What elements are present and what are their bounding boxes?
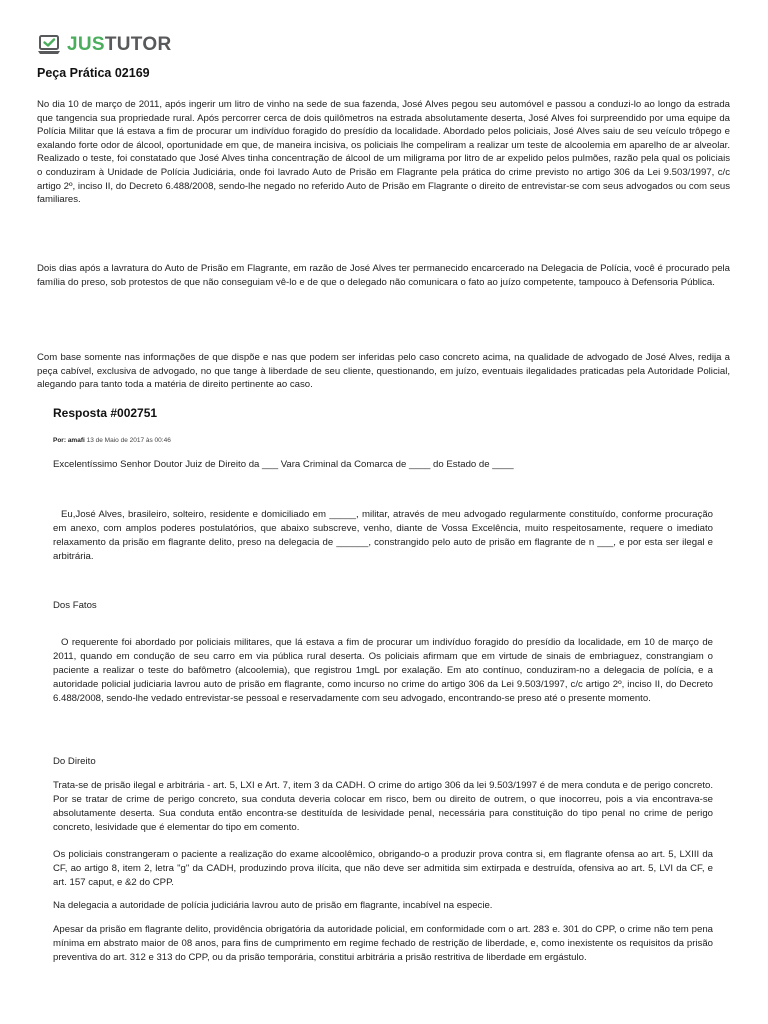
law-paragraph-3: Na delegacia a autoridade de polícia judiciária lavrou auto de prisão em flagrante, incabível na especie. [53,900,493,911]
law-paragraph-2: Os policiais constrangeram o paciente a realização do exame alcoolêmico, obrigando-o a produzir prova contra si, em flagrante ofensa ao art. 5, LXIII da CF, ao artigo 8, item 2, letra "g" da CADH, produzindo prova ilícita, que não deve ser admitida sim extirpada e destruída, ofensiva ao art. 5, LVI da CF, e art. 157 caput, e &2 do CPP. [53,849,713,888]
law-heading: Do Direito [53,756,96,767]
response-byline [53,437,171,444]
law-paragraph-4: Apesar da prisão em flagrante delito, providência obrigatória da autoridade policial, em conformidade com o art. 283 e. 301 do CPP, o crime não tem pena mínima em abstrato maior de 08 anos, para fins de cumprimento em regime fechado de restrição de liberdade, e, como inexistente os requisitos da prisão preventiva do art. 312 e 313 do CPP, ou da prisão temporária, constitui arbitrária a prisão restritiva de liberdade em ergástulo. [53,924,713,963]
logo-text-jus: JUS [67,34,105,55]
response-address: Excelentíssimo Senhor Doutor Juiz de Direito da ___ Vara Criminal da Comarca de ____ do Estado de ____ [53,459,514,470]
logo-text-tutor: TUTOR [104,34,172,55]
piece-title: Peça Prática 02169 [37,66,150,80]
by-label: Por: [53,437,66,444]
question-paragraph-1: No dia 10 de março de 2011, após ingerir um litro de vinho na sede de sua fazenda, José Alves pegou seu automóvel e passou a conduzi-lo ao longo da estrada que tangencia sua propriedade rural. Após percorrer cerca de dois quilômetros na estrada absolutamente deserta, José Alves foi surpreendido por uma equipe da Polícia Militar que lá estava a fim de procurar um indivíduo foragido do presídio da localidade. Abordado pelos policiais, José Alves saiu de seu veículo trôpego e exalando forte odor de álcool, oportunidade em que, de maneira incisiva, os policiais lhe compeliram a realizar um teste de alcoolemia em aparelho de ar alveolar. Realizado o teste, foi constatado que José Alves tinha concentração de álcool de um miligrama por litro de ar expelido pelos pulmões, razão pela qual os policiais o conduziram à Unidade de Polícia Judiciária, onde foi lavrado Auto de Prisão em Flagrante pela prática do crime previsto no artigo 306 da Lei 9.503/1997, c/c artigo 2º, inciso II, do Decreto 6.488/2008, sendo-lhe negado no referido Auto de Prisão em Flagrante o direito de entrevistar-se com seus advogados ou com seus familiares. [37,99,730,206]
author-name[interactable]: amafi [67,437,85,444]
facts-paragraph: O requerente foi abordado por policiais militares, que lá estava a fim de procurar um indivíduo foragido do presídio da localidade, em 10 de março de 2011, quando em condução de seu carro em via pública rural deserta. Os policiais afirmam que em virtude de sinais de embriaguez, constrangiam o paciente a realizar o teste do bafômetro (alcoolemia), que registrou 1mgL por exalação. Em ato contínuo, conduziram-no a delegacia de polícia, e a autoridade policial judiciaria lavrou auto de prisão em flagrante, como incurso no crime do artigo 306 da Lei 9.503/1997, c/c artigo 2º, inciso II, do Decreto 6.488/2008, sendo-lhe vedado entrevistar-se pessoal e reservadamente com seu advogado, encontrando-se preso até o presente momento. [53,637,713,704]
response-date: 13 de Maio de 2017 às 00:46 [86,437,171,444]
question-paragraph-3: Com base somente nas informações de que dispõe e nas que podem ser inferidas pelo caso concreto acima, na qualidade de advogado de José Alves, redija a peça cabível, exclusiva de advogado, no que tange à liberdade de seu cliente, questionando, em juízo, eventuais ilegalidades praticadas pela Autoridade Policial, alegando para tanto toda a matéria de direito pertinente ao caso. [37,352,730,391]
question-paragraph-2: Dois dias após a lavratura do Auto de Prisão em Flagrante, em razão de José Alves ter permanecido encarcerado na Delegacia de Polícia, você é procurado pela família do preso, sob protestos de que não conseguiam vê-lo e de que o delegado não comunicara o fato ao juízo competente, tampouco à Defensoria Pública. [37,263,730,288]
laptop-check-icon [37,35,61,55]
justutor-logo[interactable] [37,34,171,56]
logo-text [67,34,171,56]
law-paragraph-1: Trata-se de prisão ilegal e arbitrária - art. 5, LXI e Art. 7, item 3 da CADH. O crime do artigo 306 da lei 9.503/1997 é de mera conduta e de perigo concreto. Por se tratar de crime de perigo concreto, sua conduta deveria colocar em risco, bem ou direito de outrem, o que inocorreu, pois a via encontrava-se absolutamente deserta. Sua conduta então encontra-se destituída de lesividade penal, necessária para constituição do tipo penal no crime de perigo concreto, lesividade que é elementar do tipo em comento. [53,780,713,833]
facts-heading: Dos Fatos [53,600,97,611]
response-intro: Eu,José Alves, brasileiro, solteiro, residente e domiciliado em _____, militar, através de meu advogado regularmente constituído, conforme procuração em anexo, com amplos poderes postulatórios, que abaixo subscreve, venho, diante de Vossa Excelência, muito respeitosamente, requere o imediato relaxamento da prisão em flagrante delito, preso na delegacia de ______, constrangido pelo auto de prisão em flagrante de n ___, e por esta ser ilegal e arbitrária. [53,509,713,562]
response-title: Resposta #002751 [53,406,158,420]
